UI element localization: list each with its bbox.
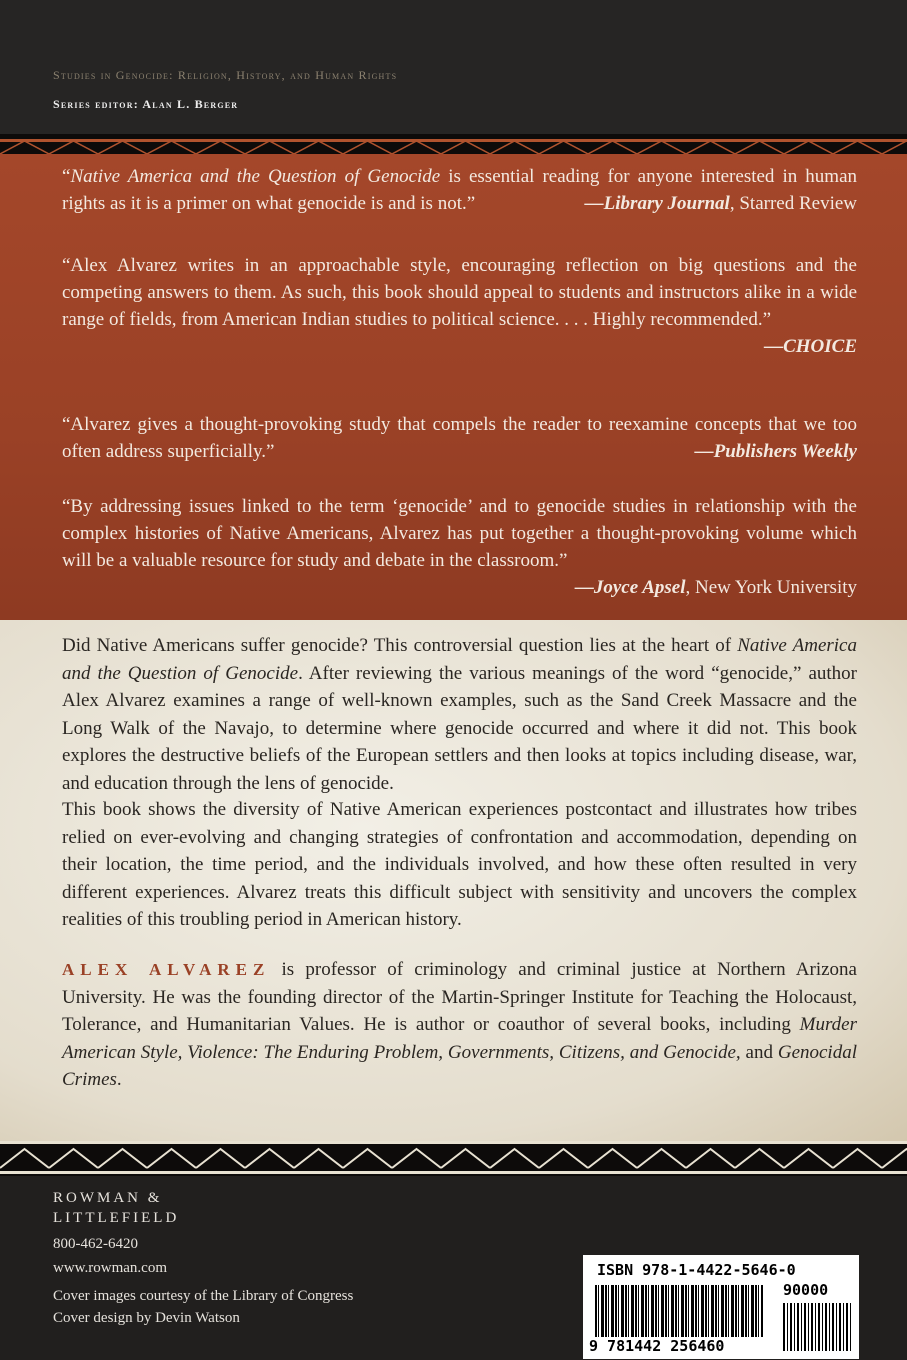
review-source-extra: , New York University	[685, 577, 857, 598]
description-section	[0, 620, 907, 1142]
review-4	[62, 493, 857, 601]
series-editor: Series editor: Alan L. Berger	[53, 97, 239, 111]
text: and	[740, 1041, 778, 1063]
review-source: —Library Journal	[584, 193, 730, 214]
review-source: —Joyce Apsel	[574, 577, 686, 598]
review-text: “Alvarez gives a thought-provoking study that compels the reader to reexamine concepts that we too often address superficially.”	[62, 414, 857, 462]
description-paragraph-2: This book shows the diversity of Native American experiences postcontact and illustrates how tribes relied on ever-evolving and changing strategies of confrontation and accommodation, depending on their location, the time period, and the individuals involved, and how these often resulted in very different experiences. Alvarez treats this difficult subject with sensitivity and uncovers the complex realities of this troubling period in American history.	[62, 799, 857, 930]
price-code: 90000	[783, 1281, 829, 1299]
review-text: is essential reading for anyone interested in human rights as it is a primer on what genocide is and is not.”	[62, 166, 858, 214]
author-name: ALEX ALVAREZ	[62, 960, 271, 979]
series-header	[0, 0, 907, 136]
review-source: —Publishers Weekly	[694, 441, 857, 462]
review-book-title: Native America and the Question of Genocide	[70, 166, 441, 187]
author-bio	[62, 956, 857, 1094]
publisher-logo	[53, 1188, 179, 1228]
price-bars	[783, 1303, 851, 1351]
isbn-barcode	[583, 1255, 859, 1359]
description-paragraph-1	[62, 632, 857, 797]
cover-image-credit: Cover images courtesy of the Library of Congress	[53, 1288, 354, 1304]
review-3	[62, 411, 857, 465]
publisher-section	[0, 1176, 907, 1360]
book-title: Genocidal Crimes	[62, 1041, 857, 1090]
publisher-phone: 800-462-6420	[53, 1236, 138, 1252]
text: .	[116, 1069, 122, 1090]
publisher-website: www.rowman.com	[53, 1260, 168, 1276]
logo-line: ROWMAN &	[53, 1190, 163, 1206]
text: Did Native Americans suffer genocide? This controversial question lies at the heart of	[62, 635, 738, 656]
cover-design-credit: Cover design by Devin Watson	[53, 1310, 240, 1326]
review-text: “Alex Alvarez writes in an approachable style, encouraging reflection on big questions and the competing answers to them. As such, this book should appeal to students and instructors alike in a wide range of fields, from American Indian studies to political science. . . . Highly recommended.”	[62, 255, 857, 330]
zigzag-border-bottom	[0, 1141, 907, 1177]
reviews-section	[0, 154, 907, 620]
review-source: —CHOICE	[764, 336, 857, 357]
zigzag-border-top	[0, 134, 907, 156]
review-text: “By addressing issues linked to the term ‘genocide’ and to genocide studies in relationship with the complex histories of Native Americans, Alvarez has put together a thought-provoking volume which will be a valuable resource for study and debate in the classroom.”	[62, 496, 857, 571]
barcode-bars	[595, 1285, 763, 1337]
review-source-extra: , Starred Review	[729, 193, 857, 214]
book-titles: Murder American Style, Violence: The Enduring Problem, Governments, Citizens, and Genocide,	[62, 1014, 857, 1063]
series-title: Studies in Genocide: Religion, History, and Human Rights	[53, 68, 398, 82]
review-2	[62, 252, 857, 360]
logo-line: LITTLEFIELD	[53, 1210, 180, 1226]
isbn-number: ISBN 978-1-4422-5646-0	[597, 1261, 796, 1279]
text: . After reviewing the various meanings of the word “genocide,” author Alex Alvarez examines a range of well-known examples, such as the Sand Creek Massacre and the Long Walk of the Navajo, to determine where genocide occurred and where it did not. This book explores the destructive beliefs of the European settlers and then looks at topics including disease, war, and education through the lens of genocide.	[62, 662, 857, 794]
barcode-digits: 9 781442 256460	[589, 1337, 725, 1355]
text: is professor of criminology and criminal justice at Northern Arizona University. He was the founding director of the Martin-Springer Institute for Teaching the Holocaust, Tolerance, and Humanitarian Values. He is author or coauthor of several books, including	[62, 959, 857, 1035]
book-title: Native America and the Question of Genocide	[62, 635, 857, 684]
review-1: “Native America and the Question of Genocide is essential reading for anyone interested in human rights as it is a primer on what genocide is and is not.” —Library Journal, Starred Review	[62, 166, 858, 214]
